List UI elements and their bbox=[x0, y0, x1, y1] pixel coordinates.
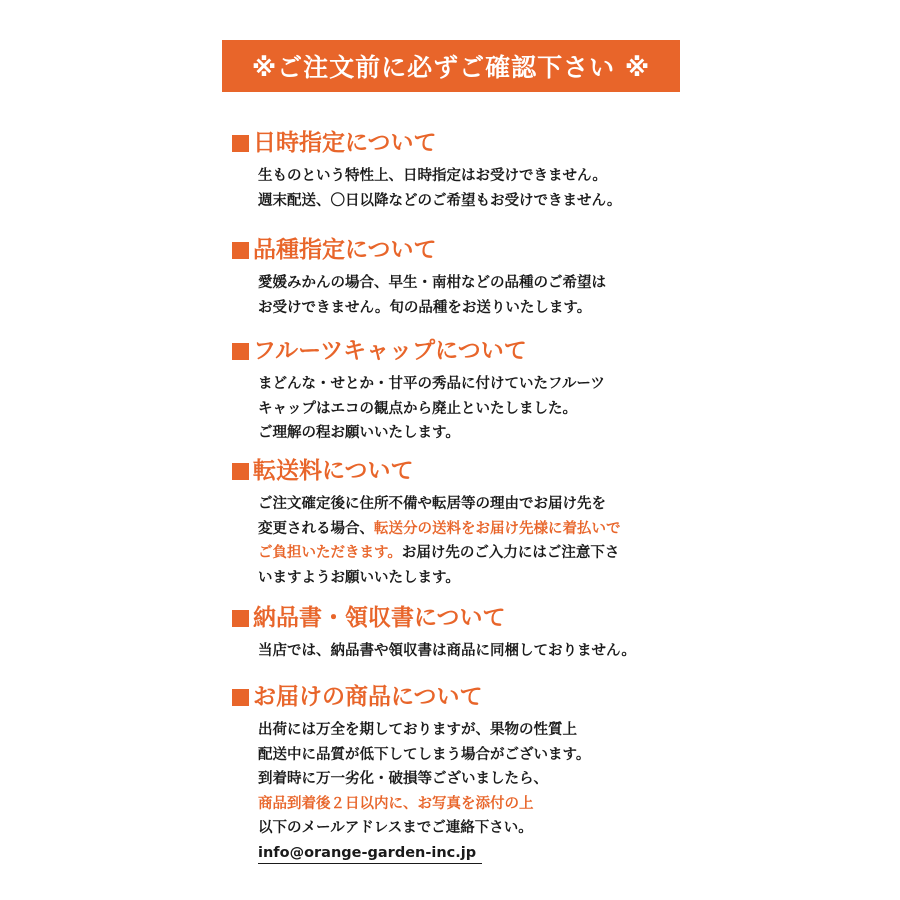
section-title: 品種指定について bbox=[253, 237, 437, 263]
highlight-text: ご負担いただきます。 bbox=[258, 545, 402, 561]
bullet-square-icon bbox=[232, 343, 249, 360]
section-title: 日時指定について bbox=[253, 130, 437, 156]
section-text: キャップはエコの観点から廃止といたしました。 bbox=[258, 400, 577, 417]
section-forwarding-fee bbox=[232, 456, 621, 590]
section-text: お届け先のご入力にはご注意下さ bbox=[401, 545, 620, 561]
section-text: いますようお願いいたします。 bbox=[258, 569, 460, 586]
section-text: 愛媛みかんの場合、早生・南柑などの品種のご希望は bbox=[258, 275, 606, 291]
notice-banner: ※ご注文前に必ずご確認下さい ※ bbox=[222, 40, 680, 92]
section-text: 出荷には万全を期しておりますが、果物の性質上 bbox=[258, 722, 577, 738]
bullet-square-icon bbox=[232, 135, 249, 152]
section-text: 到着時に万一劣化・破損等ございましたら、 bbox=[258, 771, 548, 787]
bullet-square-icon bbox=[232, 689, 249, 706]
highlight-text: 転送分の送料をお届け先様に着払いで bbox=[374, 520, 621, 537]
section-invoice-receipt bbox=[232, 603, 636, 664]
section-variety-designation bbox=[232, 235, 606, 320]
contact-email[interactable]: info@orange-garden-inc.jp bbox=[258, 843, 482, 864]
section-title: フルーツキャップについて bbox=[253, 338, 527, 364]
section-text: 当店では、納品書や領収書は商品に同梱しておりません。 bbox=[258, 643, 636, 659]
section-text: 変更される場合、 bbox=[258, 520, 374, 537]
section-title: お届けの商品について bbox=[253, 684, 483, 710]
bullet-square-icon bbox=[232, 463, 249, 480]
bullet-square-icon bbox=[232, 610, 249, 627]
section-text: 週末配送、〇日以降などのご希望もお受けできません。 bbox=[258, 192, 622, 209]
section-text: 以下のメールアドレスまでご連絡下さい。 bbox=[258, 820, 533, 836]
section-text: 生ものという特性上、日時指定はお受けできません。 bbox=[258, 168, 607, 184]
section-title: 転送料について bbox=[253, 458, 414, 484]
section-text: まどんな・せとか・甘平の秀品に付けていたフルーツ bbox=[258, 376, 605, 392]
section-date-designation bbox=[232, 128, 621, 213]
section-title: 納品書・領収書について bbox=[253, 605, 506, 631]
bullet-square-icon bbox=[232, 242, 249, 259]
section-text: お受けできません。旬の品種をお送りいたします。 bbox=[258, 299, 592, 316]
section-text: ご注文確定後に住所不備や転居等の理由でお届け先を bbox=[258, 496, 606, 512]
highlight-text: 商品到着後２日以内に、お写真を添付の上 bbox=[258, 795, 534, 812]
section-delivered-products bbox=[232, 682, 590, 865]
section-text: 配送中に品質が低下してしまう場合がございます。 bbox=[258, 746, 591, 763]
section-fruit-cap bbox=[232, 336, 605, 446]
section-text: ご理解の程お願いいたします。 bbox=[258, 425, 460, 441]
